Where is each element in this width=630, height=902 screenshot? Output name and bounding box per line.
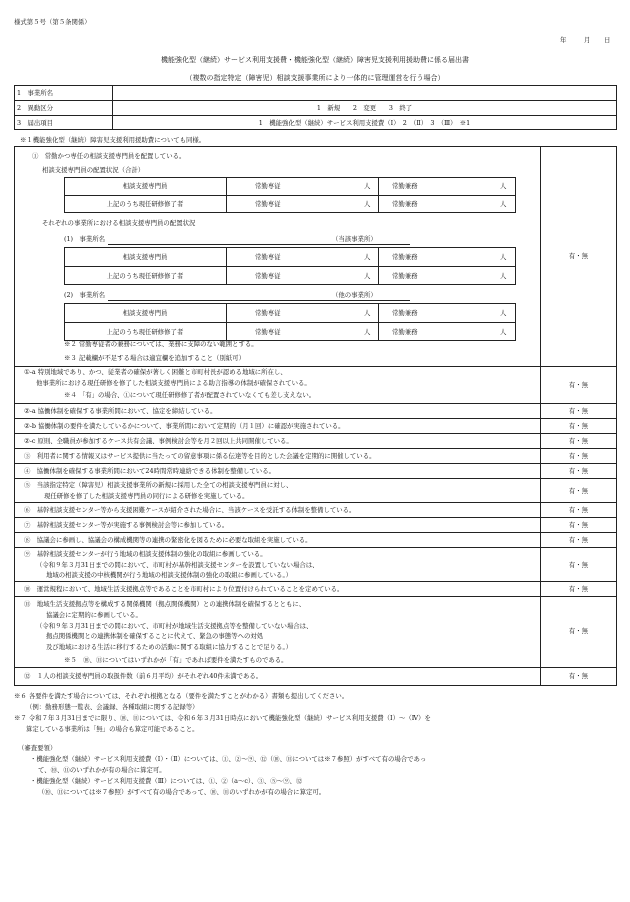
note-6-line-1: ※６ 各要件を満たす場合については、それぞれ根拠となる（要件を満たすことがわかる）書類も提出してください。 — [14, 692, 349, 700]
office-1-trained-parttime: 常勤兼務 — [392, 272, 418, 280]
yesno-10[interactable]: 有・無 — [568, 585, 589, 593]
req-5-line-2: 現任研修を修了した相談支援専門員の同行による研修を実施している。 — [44, 492, 249, 500]
office-2-trained-fulltime-unit: 人 — [364, 328, 371, 336]
office-2-trained-parttime: 常勤兼務 — [392, 328, 418, 336]
date-year: 年 — [560, 36, 567, 44]
office-name-field[interactable] — [116, 89, 611, 97]
req-8: ⑧ 協議会に参画し、協議会の構成機関等の連携の緊密化を図るために必要な取組を実施している。 — [24, 536, 312, 544]
req-6: ⑥ 基幹相談支援センター等から支援困難ケースが紹介された場合に、当該ケースを受託する体制を整備している。 — [24, 506, 356, 514]
yesno-1a[interactable]: 有・無 — [568, 381, 589, 389]
office-1-trained-fulltime: 常勤専従 — [255, 272, 281, 280]
note-7-line-1: ※７ 令和７年３月31日までに限り、⑩、⑪については、令和６年３月31日時点において機能強化型（継続）サービス利用支援費（Ⅰ）～（Ⅳ）を — [14, 714, 431, 722]
req-1-total-caption: 相談支援専門員の配置状況（合計） — [42, 166, 145, 174]
note-7-line-2: 算定している事業所は「無」の場合も算定可能であること。 — [26, 725, 199, 733]
total-trained-parttime-unit: 人 — [500, 200, 507, 208]
yesno-5[interactable]: 有・無 — [568, 487, 589, 495]
req-11-line-3: （令和９年３月31日までの間において、市町村が地域生活支援拠点等を整備していない場合は、 — [36, 622, 313, 630]
req-1-each-caption: それぞれの事業所における相談支援専門員の配置状況 — [42, 219, 196, 227]
yesno-1[interactable]: 有・無 — [568, 252, 589, 260]
total-staff-fulltime: 常勤専従 — [255, 182, 281, 190]
office-2-staff-fulltime: 常勤専従 — [255, 309, 281, 317]
office-name-label: 1 事業所名 — [17, 89, 54, 97]
yesno-2a[interactable]: 有・無 — [568, 407, 589, 415]
review-1-line-2: て、⑩、⑪のいずれかが有の場合に算定可。 — [38, 766, 166, 774]
note-2: ※２ 常勤専従者の兼務については、業務に支障のない範囲とする。 — [64, 340, 258, 348]
req-9-line-1: ⑨ 基幹相談支援センターが行う地域の相談支援体制の強化の取組に参画している。 — [24, 550, 267, 558]
page-subtitle: （複数の指定特定（障害児）相談支援事業所により一体的に管理運営を行う場合） — [185, 74, 445, 82]
req-2b: ②-b 協働体制の要件を満たしているかについて、事業所間において定期的（月１回）に確認が実施されている。 — [24, 422, 345, 430]
office-2-staff-parttime: 常勤兼務 — [392, 309, 418, 317]
total-staff-parttime-unit: 人 — [500, 182, 507, 190]
office-2-trained-fulltime: 常勤専従 — [255, 328, 281, 336]
req-1-text: ① 常勤かつ専任の相談支援専門員を配置している。 — [32, 152, 186, 160]
office-2-trained-parttime-unit: 人 — [500, 328, 507, 336]
item-label: 3 届出項目 — [17, 119, 54, 127]
yesno-2b[interactable]: 有・無 — [568, 422, 589, 430]
total-trained-parttime: 常勤兼務 — [392, 200, 418, 208]
req-11-line-5: 及び地域における生活に移行するための活動に関する取組に協力することで足りる。） — [46, 643, 293, 651]
req-11-line-4: 拠点関係機関との連携体制を確保することに代えて、緊急の事態等への対処 — [46, 632, 264, 640]
page-title: 機能強化型（継続）サービス利用支援費・機能強化型（継続）障害児支援利用援助費に係る届出書 — [161, 56, 469, 64]
total-trained-label: 上記のうち現任研修修了者 — [106, 200, 184, 208]
office-1-staff-parttime-unit: 人 — [500, 253, 507, 261]
yesno-2c[interactable]: 有・無 — [568, 437, 589, 445]
total-staff-label: 相談支援専門員 — [122, 182, 168, 190]
change-type-label: 2 異動区分 — [17, 104, 54, 112]
office-1-staff-fulltime: 常勤専従 — [255, 253, 281, 261]
note-6-line-2: （例：勤務形態一覧表、会議録、各種取組に関する記録等） — [26, 703, 199, 711]
note-1: ※１機能強化型（継続）障害児支援利用援助費についても同様。 — [20, 136, 206, 144]
note-5: ※５ ⑩、⑪についてはいずれかが「有」であれば要件を満たすものである。 — [64, 656, 288, 664]
req-2c: ②-c 原則、全職員が参加するケース共有会議、事例検討会等を月２回以上共同開催している。 — [24, 437, 293, 445]
req-9-line-2: （令和９年３月31日までの間において、市町村が基幹相談支援センターを設置していない場合は、 — [36, 561, 319, 569]
req-5-line-1: ⑤ 当該指定特定（障害児）相談支援事業所の新規に採用した全ての相談支援専門員に対し、 — [24, 481, 293, 489]
req-9-line-3: 地域の相談支援の中核機関が行う地域の相談支援体制の強化の取組に参画している。） — [46, 571, 293, 579]
req-4: ④ 協働体制を確保する事業所間において24時間常時連絡できる体制を整備している。 — [24, 467, 275, 475]
req-2a: ②-a 協働体制を確保する事業所間において、協定を締結している。 — [24, 407, 217, 415]
form-number: 様式第５号（第５条関係） — [14, 18, 91, 26]
item-options[interactable]: 1 機能強化型（継続）サービス利用支援費（Ⅰ） 2 （Ⅱ） 3 （Ⅲ） ※1 — [258, 119, 471, 127]
date-day: 日 — [604, 36, 611, 44]
yesno-8[interactable]: 有・無 — [568, 536, 589, 544]
date-month: 月 — [584, 36, 591, 44]
office-2-staff-label: 相談支援専門員 — [122, 309, 168, 317]
req-3: ③ 利用者に関する情報又はサービス提供に当たっての留意事項に係る伝達等を目的とした会議を定期的に開催している。 — [24, 452, 376, 460]
office-2-trained-label: 上記のうち現任研修修了者 — [106, 328, 184, 336]
total-trained-fulltime-unit: 人 — [364, 200, 371, 208]
yesno-7[interactable]: 有・無 — [568, 521, 589, 529]
office-1-label: (1) 事業所名 — [64, 235, 106, 243]
yesno-9[interactable]: 有・無 — [568, 561, 589, 569]
req-11-line-1: ⑪ 地域生活支援拠点等を構成する関係機関（拠点関係機関）との連携体制を確保するとともに、 — [24, 600, 306, 608]
req-12: ⑫ １人の相談支援専門員の取扱件数（前６月平均）がそれぞれ40件未満である。 — [24, 672, 263, 680]
req-7: ⑦ 基幹相談支援センター等が実施する事例検討会等に参加している。 — [24, 521, 229, 529]
office-2-note: （他の事業所） — [332, 291, 377, 299]
office-1-staff-parttime: 常勤兼務 — [392, 253, 418, 261]
office-1-note: （当該事業所） — [332, 235, 377, 243]
req-1a-line-2: 他事業所における現任研修を修了した相談支援専門員による助言指導の体制が確保されている。 — [36, 379, 311, 387]
review-2-line-2: （⑩、⑪については※７参照）がすべて有の場合であって、⑩、⑪のいずれかが有の場合に算定可。 — [38, 788, 326, 796]
note-4: ※４ 「有」の場合、①について現任研修修了者が配置されていなくても差し支えない。 — [64, 391, 316, 399]
yesno-12[interactable]: 有・無 — [568, 672, 589, 680]
review-2-line-1: ・機能強化型（継続）サービス利用支援費（Ⅲ）については、①、②（a～c）、③、⑤～⑨、⑫ — [30, 777, 303, 785]
office-1-trained-parttime-unit: 人 — [500, 272, 507, 280]
yesno-4[interactable]: 有・無 — [568, 467, 589, 475]
yesno-6[interactable]: 有・無 — [568, 506, 589, 514]
total-staff-parttime: 常勤兼務 — [392, 182, 418, 190]
yesno-3[interactable]: 有・無 — [568, 452, 589, 460]
office-1-trained-label: 上記のうち現任研修修了者 — [106, 272, 184, 280]
req-11-line-2: 協議会に定期的に参画している。 — [46, 611, 142, 619]
note-3: ※３ 記載欄が不足する場合は適宜欄を追加すること（別紙可） — [64, 354, 245, 362]
office-1-trained-fulltime-unit: 人 — [364, 272, 371, 280]
req-1a-line-1: ①-a 特別地域であり、かつ、従業者の確保が著しく困難と市町村長が認める地域に所在し、 — [24, 368, 287, 376]
office-1-staff-label: 相談支援専門員 — [122, 253, 168, 261]
office-2-staff-parttime-unit: 人 — [500, 309, 507, 317]
office-1-staff-fulltime-unit: 人 — [364, 253, 371, 261]
review-1-line-1: ・機能強化型（継続）サービス利用支援費（Ⅰ）・（Ⅱ）については、①、②～⑨、⑫（⑩、⑪については※７参照）がすべて有の場合であっ — [30, 755, 427, 763]
office-2-label: (2) 事業所名 — [64, 291, 106, 299]
review-title: （審査要領） — [18, 744, 57, 752]
total-staff-fulltime-unit: 人 — [364, 182, 371, 190]
req-10: ⑩ 運営規程において、地域生活支援拠点等であることを市町村により位置付けられていることを定めている。 — [24, 585, 344, 593]
change-type-options[interactable]: 1 新規 2 変更 3 終了 — [316, 104, 413, 112]
total-trained-fulltime: 常勤専従 — [255, 200, 281, 208]
office-2-staff-fulltime-unit: 人 — [364, 309, 371, 317]
yesno-11[interactable]: 有・無 — [568, 627, 589, 635]
